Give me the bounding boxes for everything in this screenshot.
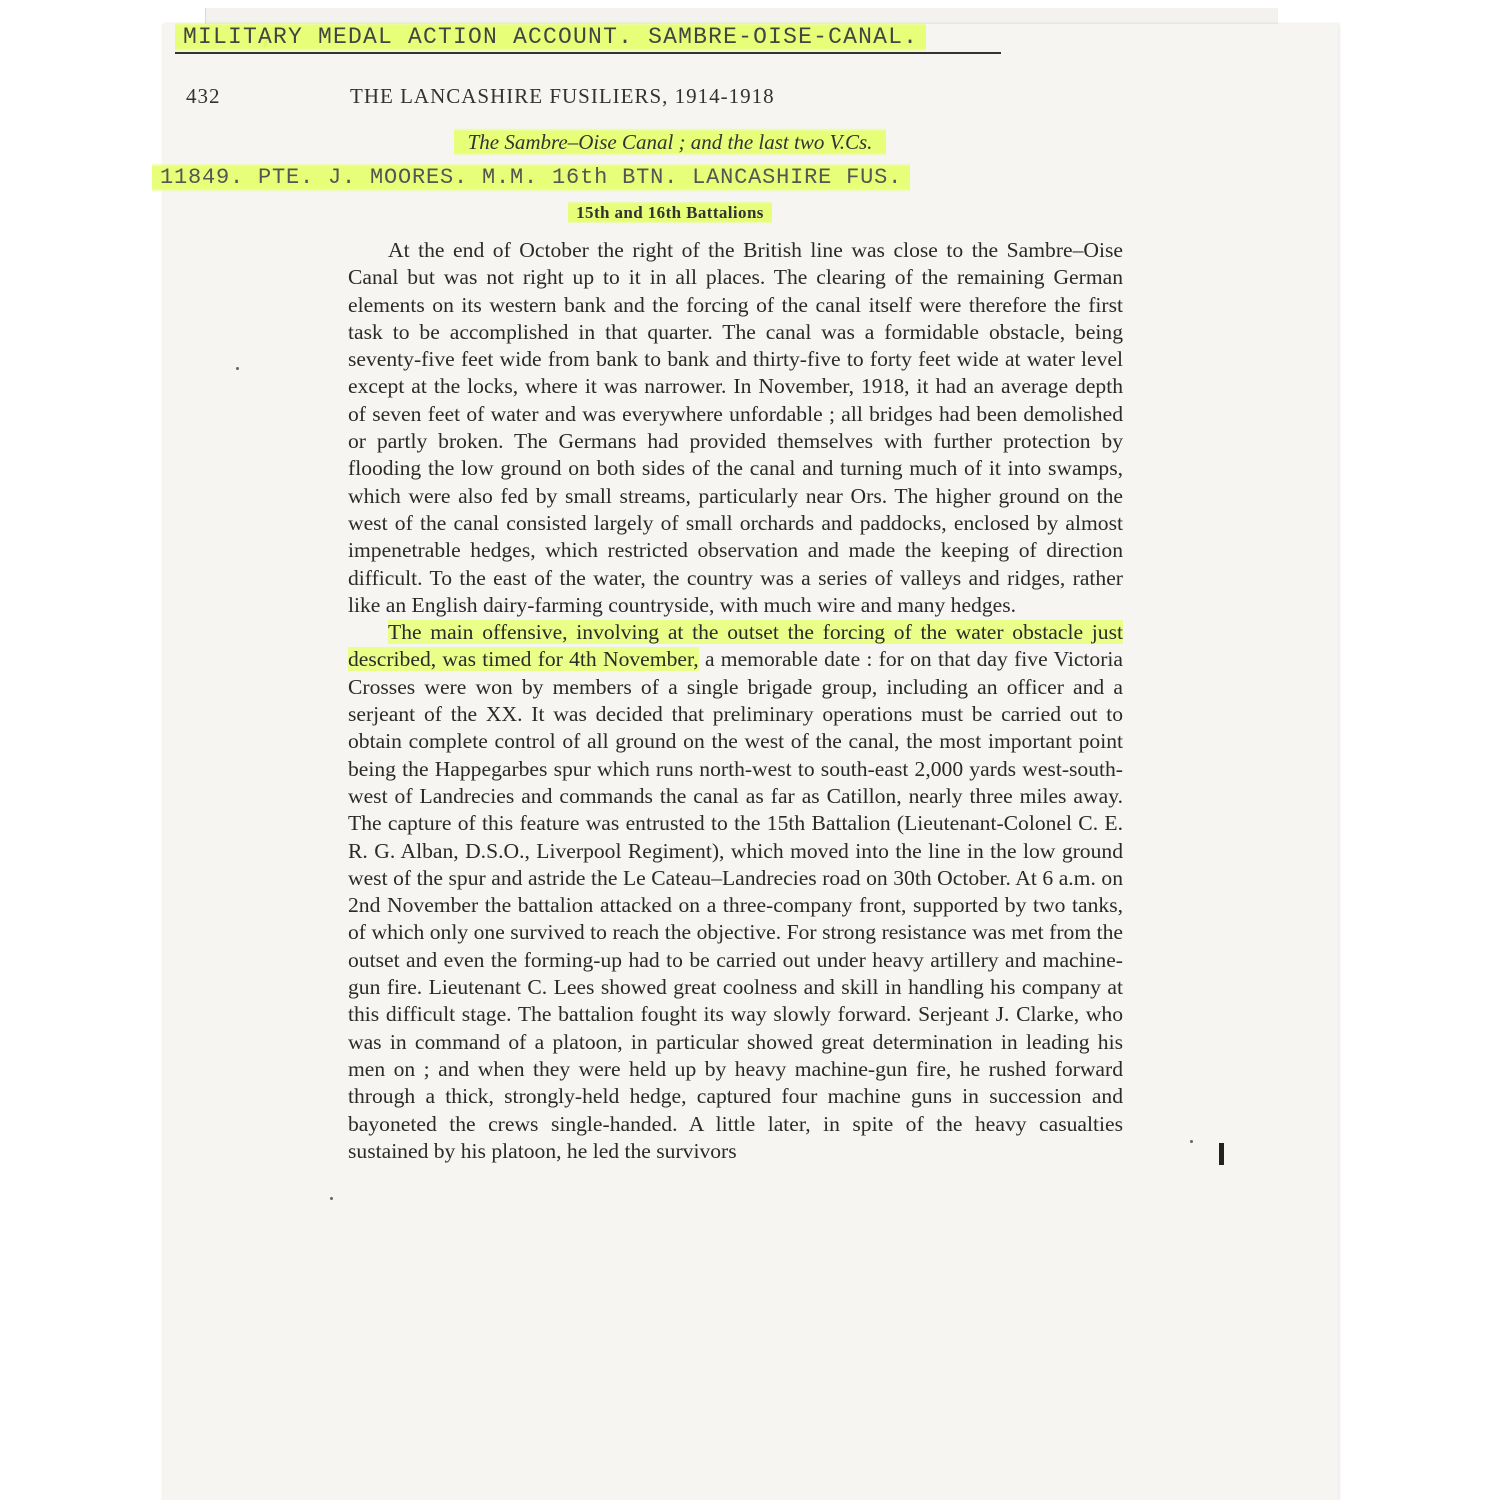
section-heading [300,203,1040,223]
paragraph-2 [348,619,1123,1165]
chapter-subtitle [300,130,1040,155]
chapter-subtitle-text: The Sambre–Oise Canal ; and the last two V.Cs. [454,128,887,156]
paragraph-1: At the end of October the right of the British line was close to the Sambre–Oise Canal but was not right up to it in all places. The clearing of the remaining German elements on its western bank and the forcing of the canal itself were therefore the first task to be accomplished in that quarter. The canal was a formidable obstacle, being seventy-five feet wide from bank to bank and thirty-five to forty feet wide at water level except at the locks, where it was narrower. In November, 1918, it had an average depth of seven feet of water and was everywhere unfordable ; all bridges had been demolished or partly broken. The Germans had provided themselves with further protection by flooding the low ground on both sides of the canal and turning much of it into swamps, which were also fed by small streams, particularly near Ors. The higher ground on the west of the canal consisted largely of small orchards and paddocks, enclosed by almost impenetrable hedges, which restricted observation and made the keeping of direction difficult. To the east of the water, the country was a series of valleys and ridges, rather like an English dairy-farming countryside, with much wire and many hedges. [348,238,1123,617]
backdrop [0,0,162,1500]
running-title: THE LANCASHIRE FUSILIERS, 1914-1918 [350,84,775,108]
margin-dot [236,367,239,370]
page-number: 432 [186,84,221,108]
margin-dot [1190,1140,1193,1143]
typed-header-text: MILITARY MEDAL ACTION ACCOUNT. SAMBRE-OISE-CANAL. [175,22,926,52]
body-text [348,237,1123,1165]
typed-soldier-line [152,165,1030,190]
paragraph-2-highlight: The main offensive, involving at the outset the forcing of the water obstacle just described, was timed for 4th November, [348,620,1123,672]
section-heading-text: 15th and 16th Battalions [568,201,772,224]
margin-dot [330,1197,333,1200]
typed-header [175,24,1001,54]
typed-soldier-text: 11849. PTE. J. MOORES. M.M. 16th BTN. LANCASHIRE FUS. [152,163,910,192]
margin-mark [1219,1143,1224,1165]
paragraph-2-rest: a memorable date : for on that day five Victoria Crosses were won by members of a single brigade group, including an officer and a serjeant of the XX. It was decided that preliminary operations must be carried out to obtain complete control of all ground on the west of the canal, the most important point being the Happegarbes spur which runs north-west to south-east 2,000 yards west-south-west of Landrecies and commands the canal as far as Catillon, nearly three miles away. The capture of this feature was entrusted to the 15th Battalion (Lieutenant-Colonel C. E. R. G. Alban, D.S.O., Liverpool Regiment), which moved into the line in the low ground west of the spur and astride the Le Cateau–Landrecies road on 30th October. At 6 a.m. on 2nd November the battalion attacked on a three-company front, supported by two tanks, of which only one survived to reach the objective. For strong resistance was met from the outset and even the forming-up had to be carried out under heavy artillery and machine-gun fire. Lieutenant C. Lees showed great coolness and skill in handling his company at this difficult stage. The battalion fought its way slowly forward. Serjeant J. Clarke, who was in command of a platoon, in particular showed great determination in leading his men on ; and when they were held up by heavy machine-gun fire, he rushed forward through a thick, strongly-held hedge, captured four machine guns in succession and bayoneted the crews single-handed. A little later, in spite of the heavy casualties sustained by his platoon, he led the survivors [348,647,1123,1163]
